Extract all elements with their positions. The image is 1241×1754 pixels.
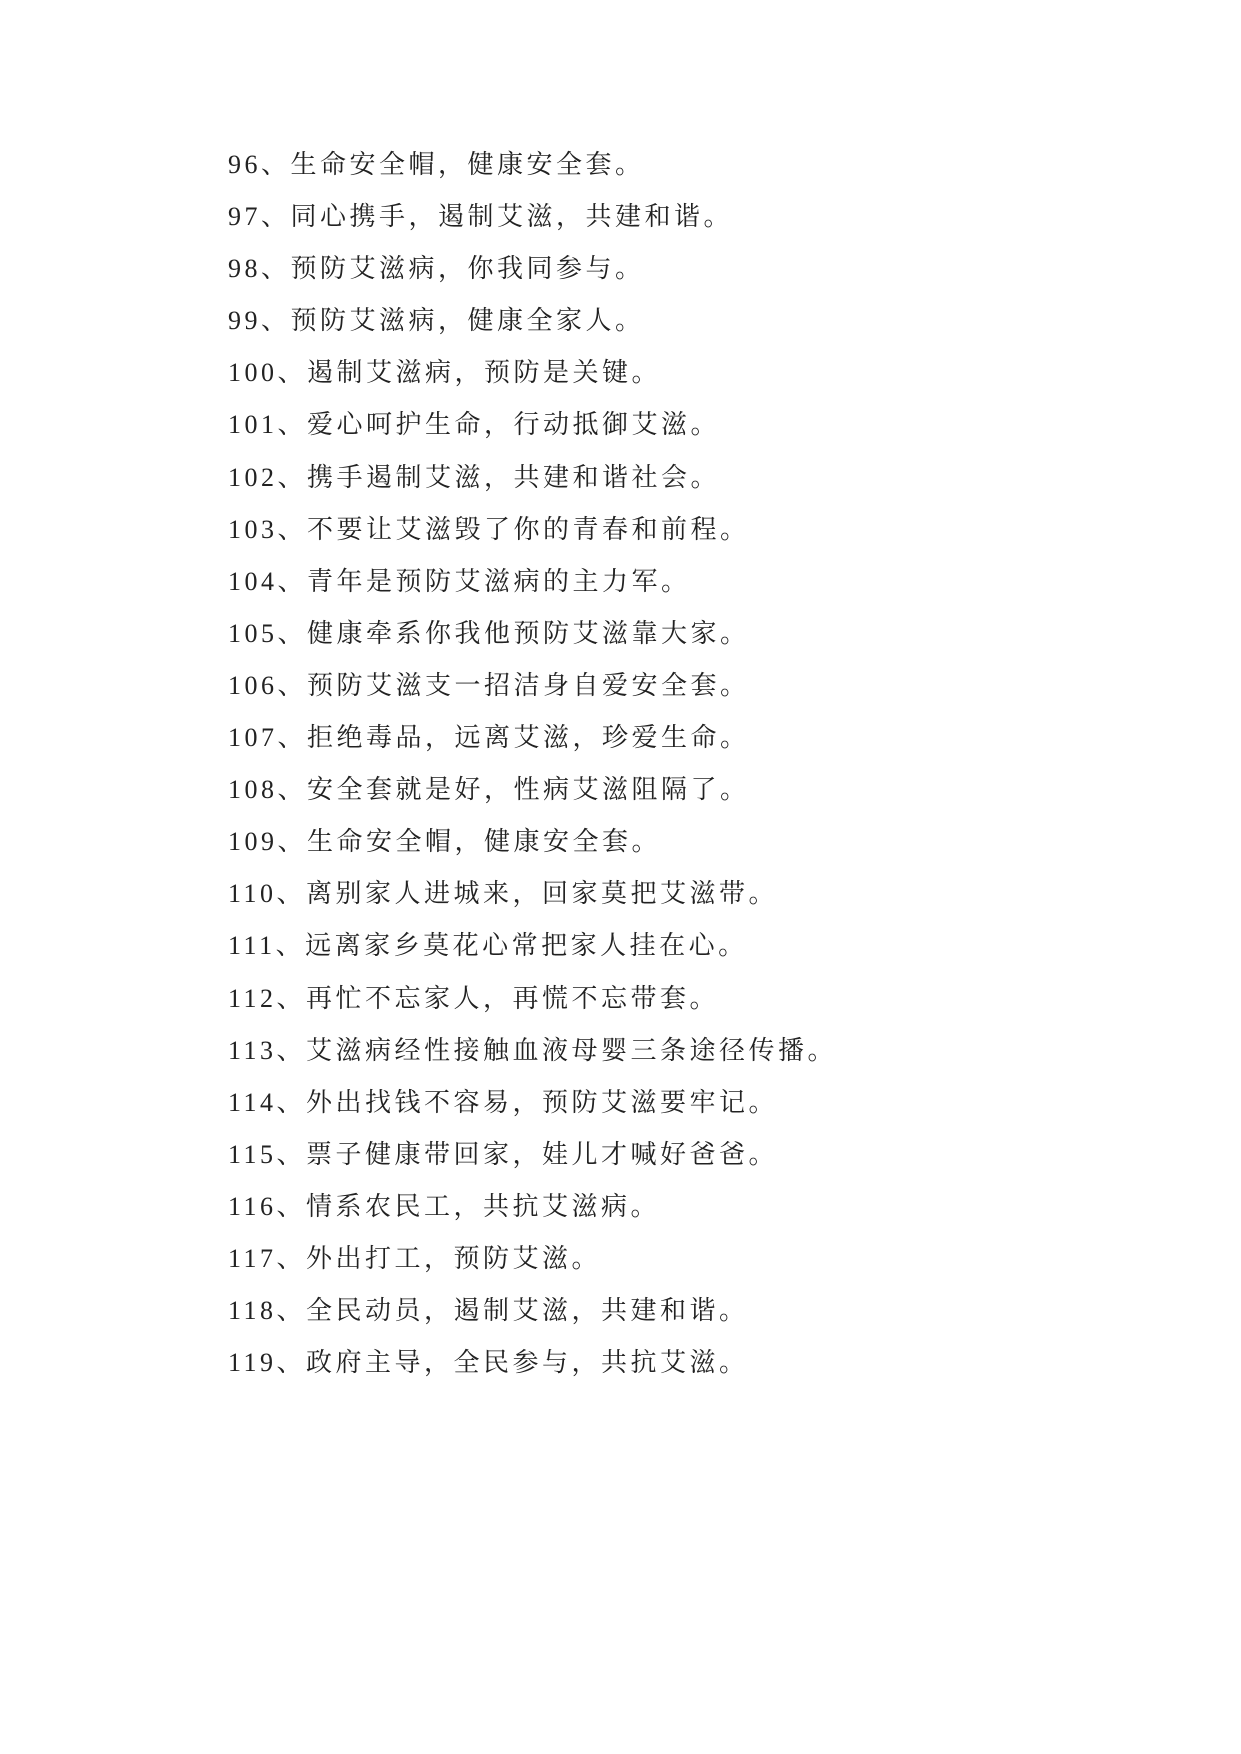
list-item: 105、健康牵系你我他预防艾滋靠大家。	[228, 618, 750, 648]
list-item: 101、爱心呵护生命，行动抵御艾滋。	[228, 410, 721, 440]
list-item: 106、预防艾滋支一招洁身自爱安全套。	[228, 670, 750, 700]
list-item: 102、携手遏制艾滋，共建和谐社会。	[228, 462, 721, 492]
list-item: 104、青年是预防艾滋病的主力军。	[228, 566, 691, 596]
list-item: 112、再忙不忘家人，再慌不忘带套。	[228, 983, 720, 1013]
list-item: 116、情系农民工，共抗艾滋病。	[228, 1191, 661, 1221]
list-item: 114、外出找钱不容易，预防艾滋要牢记。	[228, 1087, 779, 1117]
list-item: 103、不要让艾滋毁了你的青春和前程。	[228, 514, 750, 544]
list-item: 119、政府主导，全民参与，共抗艾滋。	[228, 1348, 749, 1378]
list-item: 111、远离家乡莫花心常把家人挂在心。	[228, 931, 748, 961]
list-item: 113、艾滋病经性接触血液母婴三条途径传播。	[228, 1035, 838, 1065]
list-item: 108、安全套就是好，性病艾滋阻隔了。	[228, 775, 750, 805]
list-item: 97、同心携手，遏制艾滋，共建和谐。	[228, 202, 734, 232]
list-item: 115、票子健康带回家，娃儿才喊好爸爸。	[228, 1139, 779, 1169]
slogan-list	[228, 139, 1128, 1389]
list-item: 110、离别家人进城来，回家莫把艾滋带。	[228, 879, 779, 909]
list-item: 117、外出打工，预防艾滋。	[228, 1243, 602, 1273]
list-item: 109、生命安全帽，健康安全套。	[228, 827, 662, 857]
list-item: 98、预防艾滋病，你我同参与。	[228, 254, 645, 284]
list-item: 99、预防艾滋病，健康全家人。	[228, 306, 645, 336]
list-item: 96、生命安全帽，健康安全套。	[228, 150, 645, 179]
list-item: 100、遏制艾滋病，预防是关键。	[228, 358, 662, 388]
list-item: 107、拒绝毒品，远离艾滋，珍爱生命。	[228, 723, 750, 753]
list-item: 118、全民动员，遏制艾滋，共建和谐。	[228, 1296, 749, 1326]
